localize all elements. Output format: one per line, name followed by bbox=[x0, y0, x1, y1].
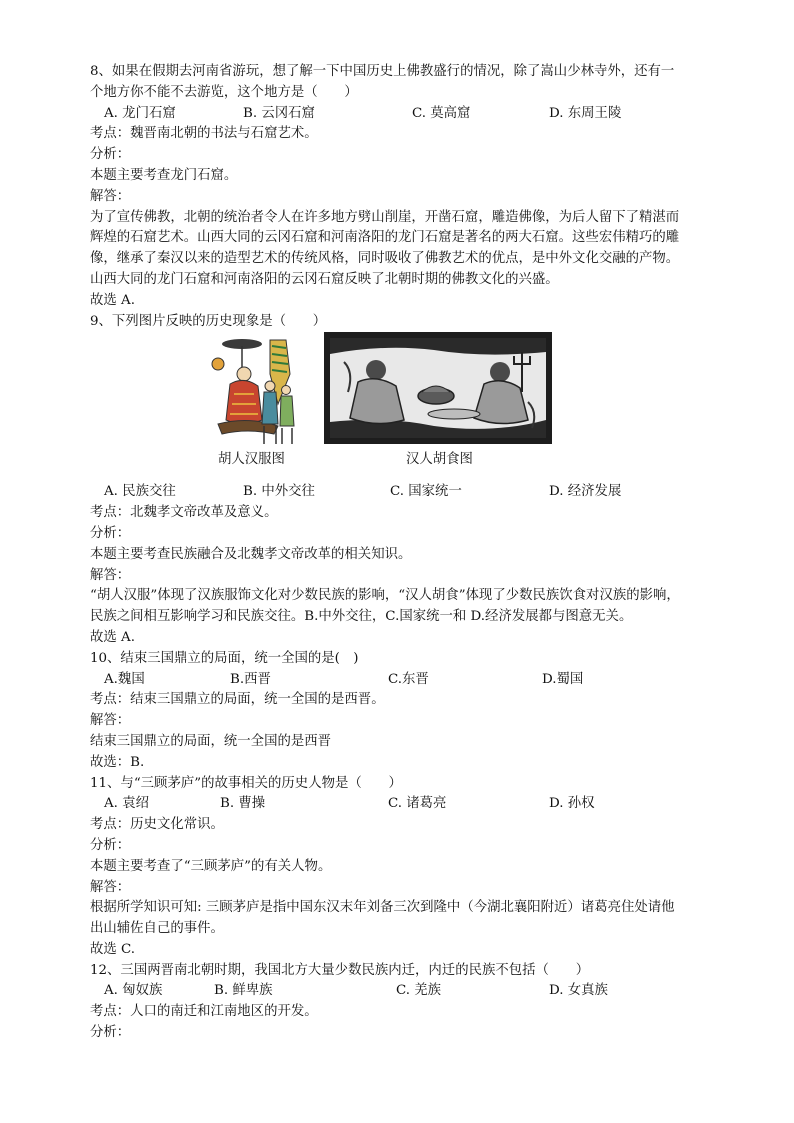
q12-kaodian: 考点：人口的南迁和江南地区的开发。 bbox=[90, 1004, 318, 1020]
document-page bbox=[90, 62, 720, 1044]
q9-option-c: C. 国家统一 bbox=[390, 484, 462, 500]
q9-option-a: A. 民族交往 bbox=[104, 484, 176, 500]
q11-option-c: C. 诸葛亮 bbox=[388, 796, 447, 812]
q10-option-b: B.西晋 bbox=[230, 671, 271, 687]
q10-options bbox=[90, 670, 720, 691]
q9-options bbox=[90, 482, 720, 503]
q9-figures bbox=[90, 332, 720, 482]
q11-options bbox=[90, 794, 720, 815]
q12-option-d: D. 女真族 bbox=[549, 983, 608, 999]
q8-stem-line2: 个地方你不能不去游览，这个地方是（ ） bbox=[90, 84, 358, 100]
q11-answer: 故选 C. bbox=[90, 941, 136, 957]
q8-jieda-label: 解答： bbox=[90, 188, 131, 204]
q10-option-c: C.东晋 bbox=[388, 671, 429, 687]
q9-stem: 9、下列图片反映的历史现象是（ ） bbox=[90, 313, 327, 329]
q11-option-a: A. 袁绍 bbox=[104, 796, 149, 812]
q8-jieda-line4: 山西大同的龙门石窟和河南洛阳的云冈石窟反映了北朝时期的佛教文化的兴盛。 bbox=[90, 271, 559, 287]
q12-option-c: C. 羌族 bbox=[396, 983, 442, 999]
q11-jieda-line1: 根据所学知识可知: 三顾茅庐是指中国东汉末年刘备三次到隆中（今湖北襄阳附近）诸葛亮住处请他 bbox=[90, 900, 675, 916]
q10-option-a: A.魏国 bbox=[104, 671, 145, 687]
q10-kaodian: 考点：结束三国鼎立的局面，统一全国的是西晋。 bbox=[90, 692, 385, 708]
q10-answer: 故选：B. bbox=[90, 754, 145, 770]
q11-stem: 11、与“三顾茅庐”的故事相关的历史人物是（ ） bbox=[90, 775, 402, 791]
q12-stem: 12、三国两晋南北朝时期，我国北方大量少数民族内迁，内迁的民族不包括（ ） bbox=[90, 962, 590, 978]
q9-caption-left: 胡人汉服图 bbox=[218, 452, 285, 468]
q9-option-d: D. 经济发展 bbox=[549, 484, 622, 500]
q11-kaodian: 考点：历史文化常识。 bbox=[90, 817, 224, 833]
q9-option-b: B. 中外交往 bbox=[243, 484, 315, 500]
q8-jieda-line2: 辉煌的石窟艺术。山西大同的云冈石窟和河南洛阳的龙门石窟是著名的两大石窟。这些宏伟精巧的雕 bbox=[90, 230, 680, 246]
q11-fenxi: 本题主要考查了“三顾茅庐”的有关人物。 bbox=[90, 858, 332, 874]
q9-kaodian: 考点：北魏孝文帝改革及意义。 bbox=[90, 505, 278, 521]
q12-option-a: A. 匈奴族 bbox=[104, 983, 163, 999]
han-people-hu-food-image bbox=[324, 332, 552, 444]
q8-option-a: A. 龙门石窟 bbox=[104, 105, 176, 121]
q10-option-d: D.蜀国 bbox=[542, 671, 584, 687]
hu-people-han-clothing-image bbox=[208, 334, 298, 446]
q8-options bbox=[90, 104, 720, 125]
q11-option-d: D. 孙权 bbox=[549, 796, 595, 812]
q10-jieda: 结束三国鼎立的局面，统一全国的是西晋 bbox=[90, 733, 332, 749]
q11-jieda-line2: 出山辅佐自己的事件。 bbox=[90, 921, 224, 937]
q11-fenxi-label: 分析： bbox=[90, 837, 131, 853]
q9-jieda-line1: “胡人汉服”体现了汉族服饰文化对少数民族的影响，“汉人胡食”体现了少数民族饮食对汉族的影响， bbox=[90, 588, 680, 604]
q10-stem: 10、结束三国鼎立的局面，统一全国的是( ) bbox=[90, 650, 359, 666]
q9-fenxi-label: 分析： bbox=[90, 525, 131, 541]
q9-jieda-label: 解答： bbox=[90, 567, 131, 583]
q11-option-b: B. 曹操 bbox=[220, 796, 266, 812]
q8-jieda-line3: 像，继承了秦汉以来的造型艺术的传统风格，同时吸收了佛教艺术的优点，是中外文化交融的产物。 bbox=[90, 251, 680, 267]
q11-jieda-label: 解答： bbox=[90, 879, 131, 895]
q8-answer: 故选 A. bbox=[90, 292, 135, 308]
q8-fenxi-label: 分析： bbox=[90, 147, 131, 163]
q8-option-c: C. 莫高窟 bbox=[412, 105, 471, 121]
q10-jieda-label: 解答： bbox=[90, 713, 131, 729]
q9-fenxi: 本题主要考查民族融合及北魏孝文帝改革的相关知识。 bbox=[90, 546, 412, 562]
q8-jieda-line1: 为了宣传佛教，北朝的统治者令人在许多地方劈山削崖，开凿石窟，雕造佛像，为后人留下了精湛而 bbox=[90, 209, 680, 225]
q8-kaodian: 考点：魏晋南北朝的书法与石窟艺术。 bbox=[90, 126, 318, 142]
q8-stem-line1: 8、如果在假期去河南省游玩，想了解一下中国历史上佛教盛行的情况，除了嵩山少林寺外，还有一 bbox=[90, 64, 675, 79]
q8-option-d: D. 东周王陵 bbox=[549, 105, 622, 121]
q12-fenxi-label: 分析： bbox=[90, 1025, 131, 1041]
q9-jieda-line2: 民族之间相互影响学习和民族交往。B.中外交往，C.国家统一和 D.经济发展都与图意无关。 bbox=[90, 609, 633, 625]
q9-caption-right: 汉人胡食图 bbox=[406, 452, 473, 468]
q8-fenxi: 本题主要考查龙门石窟。 bbox=[90, 167, 238, 183]
q8-option-b: B. 云冈石窟 bbox=[243, 105, 315, 121]
q9-answer: 故选 A. bbox=[90, 629, 135, 645]
q12-option-b: B. 鲜卑族 bbox=[214, 983, 273, 999]
q12-options bbox=[90, 981, 720, 1002]
